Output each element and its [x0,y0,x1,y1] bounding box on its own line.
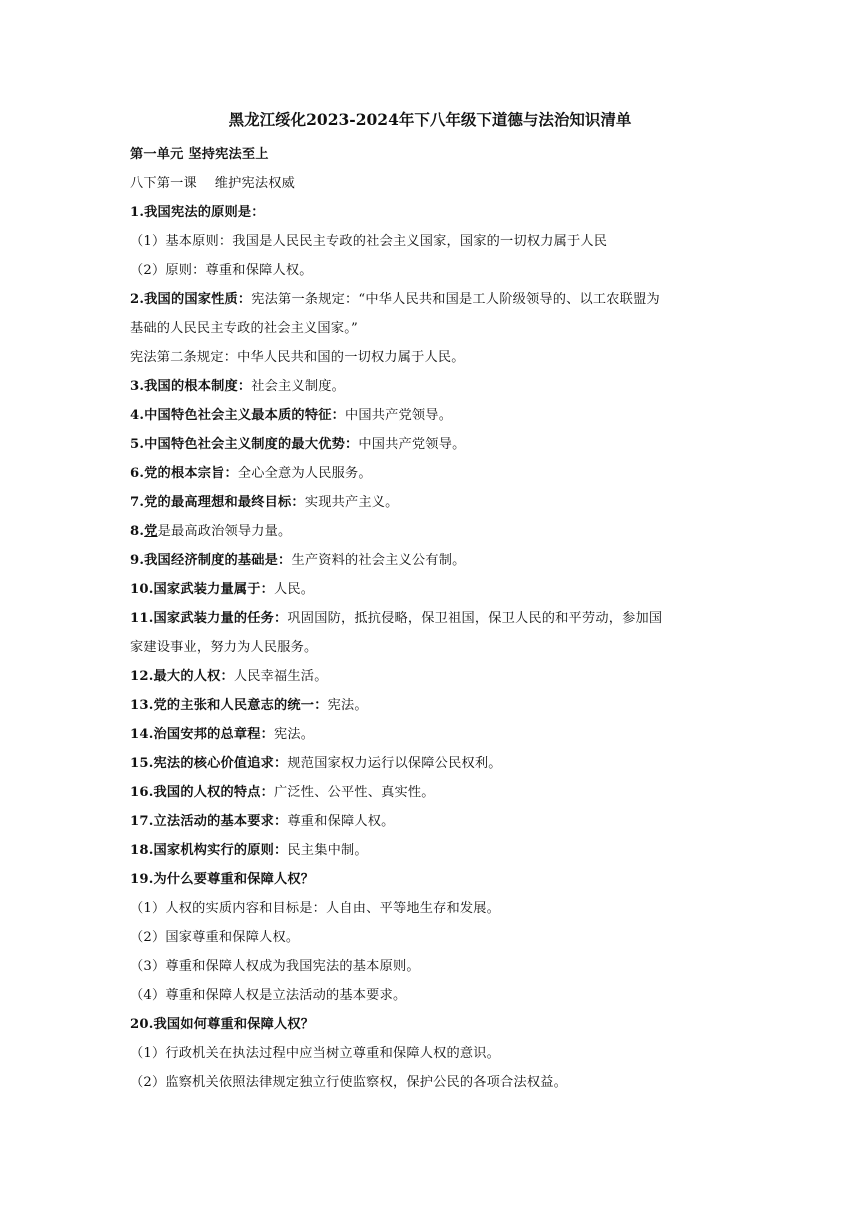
item-10 [130,575,735,604]
answer-7: 实现共产主义。 [304,495,399,510]
question-17: 17.立法活动的基本要求： [130,814,288,829]
question-5: 5.中国特色社会主义制度的最大优势： [130,437,359,452]
question-11: 11.国家武装力量的任务： [130,611,288,626]
answer-11-part-2: 家建设事业，努力为人民服务。 [130,640,318,655]
item-16 [130,778,735,807]
answer-2-part-2: 基础的人民民主专政的社会主义国家。” [130,321,358,336]
answer-2-part-1: 宪法第一条规定：“中华人民共和国是工人阶级领导的、以工农联盟为 [251,292,660,307]
answer-12: 人民幸福生活。 [233,669,328,684]
question-6: 6.党的根本宗旨： [130,466,238,481]
item-13 [130,691,735,720]
answer-1-1: （1）基本原则：我国是人民民主专政的社会主义国家，国家的一切权力属于人民 [130,234,608,249]
answer-19-1: （1）人权的实质内容和目标是：人自由、平等地生存和发展。 [130,901,501,916]
question-19: 19.为什么要尊重和保障人权？ [130,872,315,887]
answer-2-part-3: 宪法第二条规定：中华人民共和国的一切权力属于人民。 [130,350,465,365]
item-7 [130,488,735,517]
item-3 [130,372,735,401]
answer-20-2: （2）监察机关依照法律规定独立行使监察权，保护公民的各项合法权益。 [130,1075,567,1090]
question-10: 10.国家武装力量属于： [130,582,275,597]
item-2-line-1 [130,285,735,314]
answer-13: 宪法。 [327,698,368,713]
answer-9: 生产资料的社会主义公有制。 [291,553,466,568]
question-20: 20.我国如何尊重和保障人权？ [130,1017,315,1032]
answer-19-2: （2）国家尊重和保障人权。 [130,930,300,945]
answer-4: 中国共产党领导。 [344,408,453,423]
answer-5: 中国共产党领导。 [358,437,466,452]
item-14 [130,720,735,749]
answer-19-4: （4）尊重和保障人权是立法活动的基本要求。 [130,988,407,1003]
item-6 [130,459,735,488]
answer-18: 民主集中制。 [287,843,368,858]
question-9: 9.我国经济制度的基础是： [130,553,292,568]
unit-heading: 第一单元 坚持宪法至上 [130,147,269,162]
question-13: 13.党的主张和人民意志的统一： [130,698,328,713]
answer-17: 尊重和保障人权。 [287,814,395,829]
answer-14: 宪法。 [274,727,315,742]
answer-6: 全心全意为人民服务。 [237,466,372,481]
answer-3: 社会主义制度。 [251,379,345,394]
item-15 [130,749,735,778]
item-4 [130,401,735,430]
answer-10: 人民。 [274,582,315,597]
item-5 [130,430,735,459]
question-12: 12.最大的人权： [130,669,234,684]
question-18: 18.国家机构实行的原则： [130,843,288,858]
answer-8: 是最高政治领导力量。 [157,524,292,539]
question-14: 14.治国安邦的总章程： [130,727,275,742]
question-2: 2.我国的国家性质： [130,292,252,307]
item-8-number: 8. [130,524,145,539]
question-1: 1.我国宪法的原则是： [130,205,265,220]
item-17 [130,807,735,836]
item-12 [130,662,735,691]
question-3: 3.我国的根本制度： [130,379,252,394]
question-15: 15.宪法的核心价值追求： [130,756,288,771]
question-7: 7.党的最高理想和最终目标： [130,495,305,510]
document-body [130,140,735,1097]
item-11-line-1 [130,604,735,633]
item-9 [130,546,735,575]
item-18 [130,836,735,865]
answer-20-1: （1）行政机关在执法过程中应当树立尊重和保障人权的意识。 [130,1046,501,1061]
lesson-heading: 八下第一课 维护宪法权威 [130,176,296,191]
answer-16: 广泛性、公平性、真实性。 [274,785,435,800]
question-16: 16.我国的人权的特点： [130,785,275,800]
item-8 [130,517,735,546]
question-4: 4.中国特色社会主义最本质的特征： [130,408,345,423]
answer-11-part-1: 巩固国防，抵抗侵略，保卫祖国，保卫人民的和平劳动，参加国 [287,611,663,626]
item-8-underlined: 党 [144,524,158,539]
answer-15: 规范国家权力运行以保障公民权利。 [287,756,502,771]
answer-19-3: （3）尊重和保障人权成为我国宪法的基本原则。 [130,959,420,974]
document-title: 黑龙江绥化2023-2024年下八年级下道德与法治知识清单 [228,110,632,129]
answer-1-2: （2）原则：尊重和保障人权。 [130,263,313,278]
